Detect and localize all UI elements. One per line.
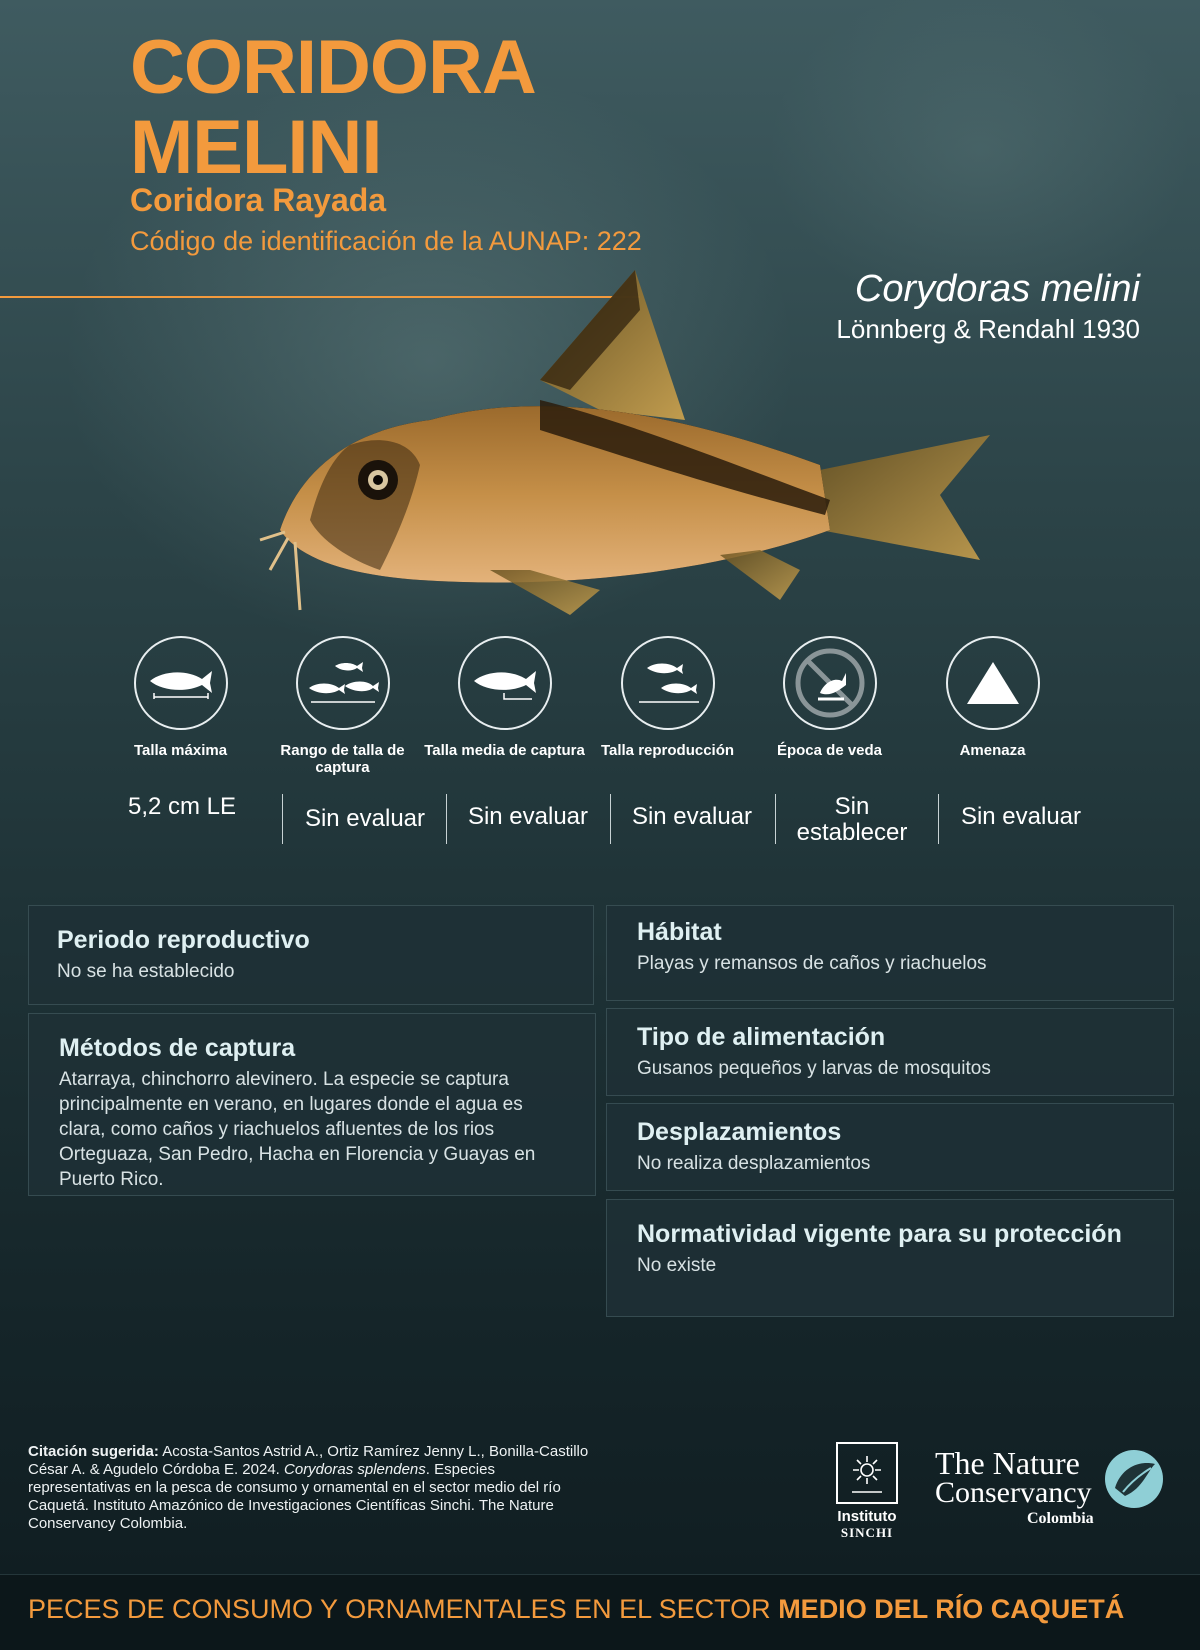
footer-text-bold: MEDIO DEL RÍO CAQUETÁ [778,1594,1125,1624]
fish-school-icon [296,636,390,730]
card-text: Gusanos pequeños y larvas de mosquitos [637,1058,991,1079]
card-title: Desplazamientos [637,1118,842,1146]
card-title: Periodo reproductivo [57,926,310,954]
card-text: Playas y remansos de caños y riachuelos [637,953,987,974]
card-text: No se ha establecido [57,961,235,982]
metric-label: Rango de talla de captura [280,742,405,776]
value-divider [446,794,447,844]
fish-pair-icon [621,636,715,730]
metric-value: Sin evaluar [960,803,1082,830]
sinchi-line-2: SINCHI [840,1525,894,1540]
value-divider [282,794,283,844]
card-desplazamientos [606,1103,1174,1191]
metric-label: Talla máxima [133,742,228,759]
card-normatividad [606,1199,1174,1317]
card-title: Métodos de captura [59,1034,296,1062]
metric-label: Talla media de captura [424,742,585,759]
fish-measure-icon [458,636,552,730]
no-fishing-icon [783,636,877,730]
metric-value: 5,2 cm LE [127,793,237,820]
tnc-line-2: Conservancy [935,1476,1092,1509]
species-title [130,25,536,190]
card-periodo-reproductivo [28,905,594,1005]
card-metodos-captura [28,1013,596,1196]
metric-value: Sin evaluar [467,803,589,830]
value-divider [938,794,939,844]
card-title: Hábitat [637,918,722,946]
metric-label: Época de veda [776,742,883,759]
logo-nature-conservancy [935,1445,1175,1528]
sinchi-line-1: Instituto [837,1508,897,1525]
aunap-code: Código de identificación de la AUNAP: 222 [130,226,642,256]
card-habitat [606,905,1174,1001]
fish-size-icon [134,636,228,730]
triangle-icon [946,636,1040,730]
metric-talla-maxima [98,636,263,778]
tnc-country: Colombia [1027,1510,1094,1527]
value-divider [775,794,776,844]
card-text: No realiza desplazamientos [637,1153,871,1174]
title-line-2: MELINI [130,105,382,190]
title-line-1: CORIDORA [130,25,536,110]
footer-title [28,1594,1124,1625]
metric-label: Amenaza [959,742,1026,759]
metric-rango-talla [260,636,425,778]
metric-value: Sin evaluar [631,803,753,830]
citation-species: Corydoras splendens [284,1461,426,1478]
fish-photo [240,270,1060,650]
card-title: Normatividad vigente para su protección [637,1220,1122,1248]
metrics-row [120,636,1100,846]
value-divider [610,794,611,844]
species-authority: Lönnberg & Rendahl 1930 [836,314,1140,344]
tnc-leaf-globe-icon [1103,1448,1165,1510]
metric-epoca-veda [747,636,912,778]
metric-talla-reproduccion [585,636,750,778]
logo-instituto-sinchi [832,1442,902,1541]
citation-source: . Especies representativas en la pesca de consumo y ornamental en el sector medio del río Caquetá. Instituto Amazónico de Investigaciones Científicas Sinchi. The Nature Conservancy Colombia. [28,1461,561,1532]
sinchi-emblem-icon [836,1442,898,1504]
metric-value: Sin establecer [796,793,908,846]
footer-text-plain: PECES DE CONSUMO Y ORNAMENTALES EN EL SECTOR [28,1594,779,1624]
metric-amenaza [910,636,1075,778]
common-name: Coridora Rayada [130,182,387,218]
card-tipo-alimentacion [606,1008,1174,1096]
citation [28,1443,598,1533]
metric-value: Sin evaluar [304,805,426,832]
card-text: No existe [637,1255,717,1276]
tnc-line-1: The Nature [935,1445,1080,1481]
metric-talla-media [422,636,587,778]
metric-label: Talla reproducción [600,742,735,759]
card-title: Tipo de alimentación [637,1023,886,1051]
card-text: Atarraya, chinchorro alevinero. La especie se captura principalmente en verano, en lugares donde el agua es clara, como caños y riachuelos afluentes de los rios Orteguaza, San Pedro, Hacha en Florencia y Guayas en Puerto Rico. [59,1069,536,1190]
scientific-name: Corydoras melini [854,268,1140,310]
citation-authors: Acosta-Santos Astrid A., Ortiz Ramírez Jenny L., Bonilla-Castillo César A. & Agudelo Córdoba E. 2024. [28,1443,589,1478]
citation-label: Citación sugerida: [28,1443,159,1460]
